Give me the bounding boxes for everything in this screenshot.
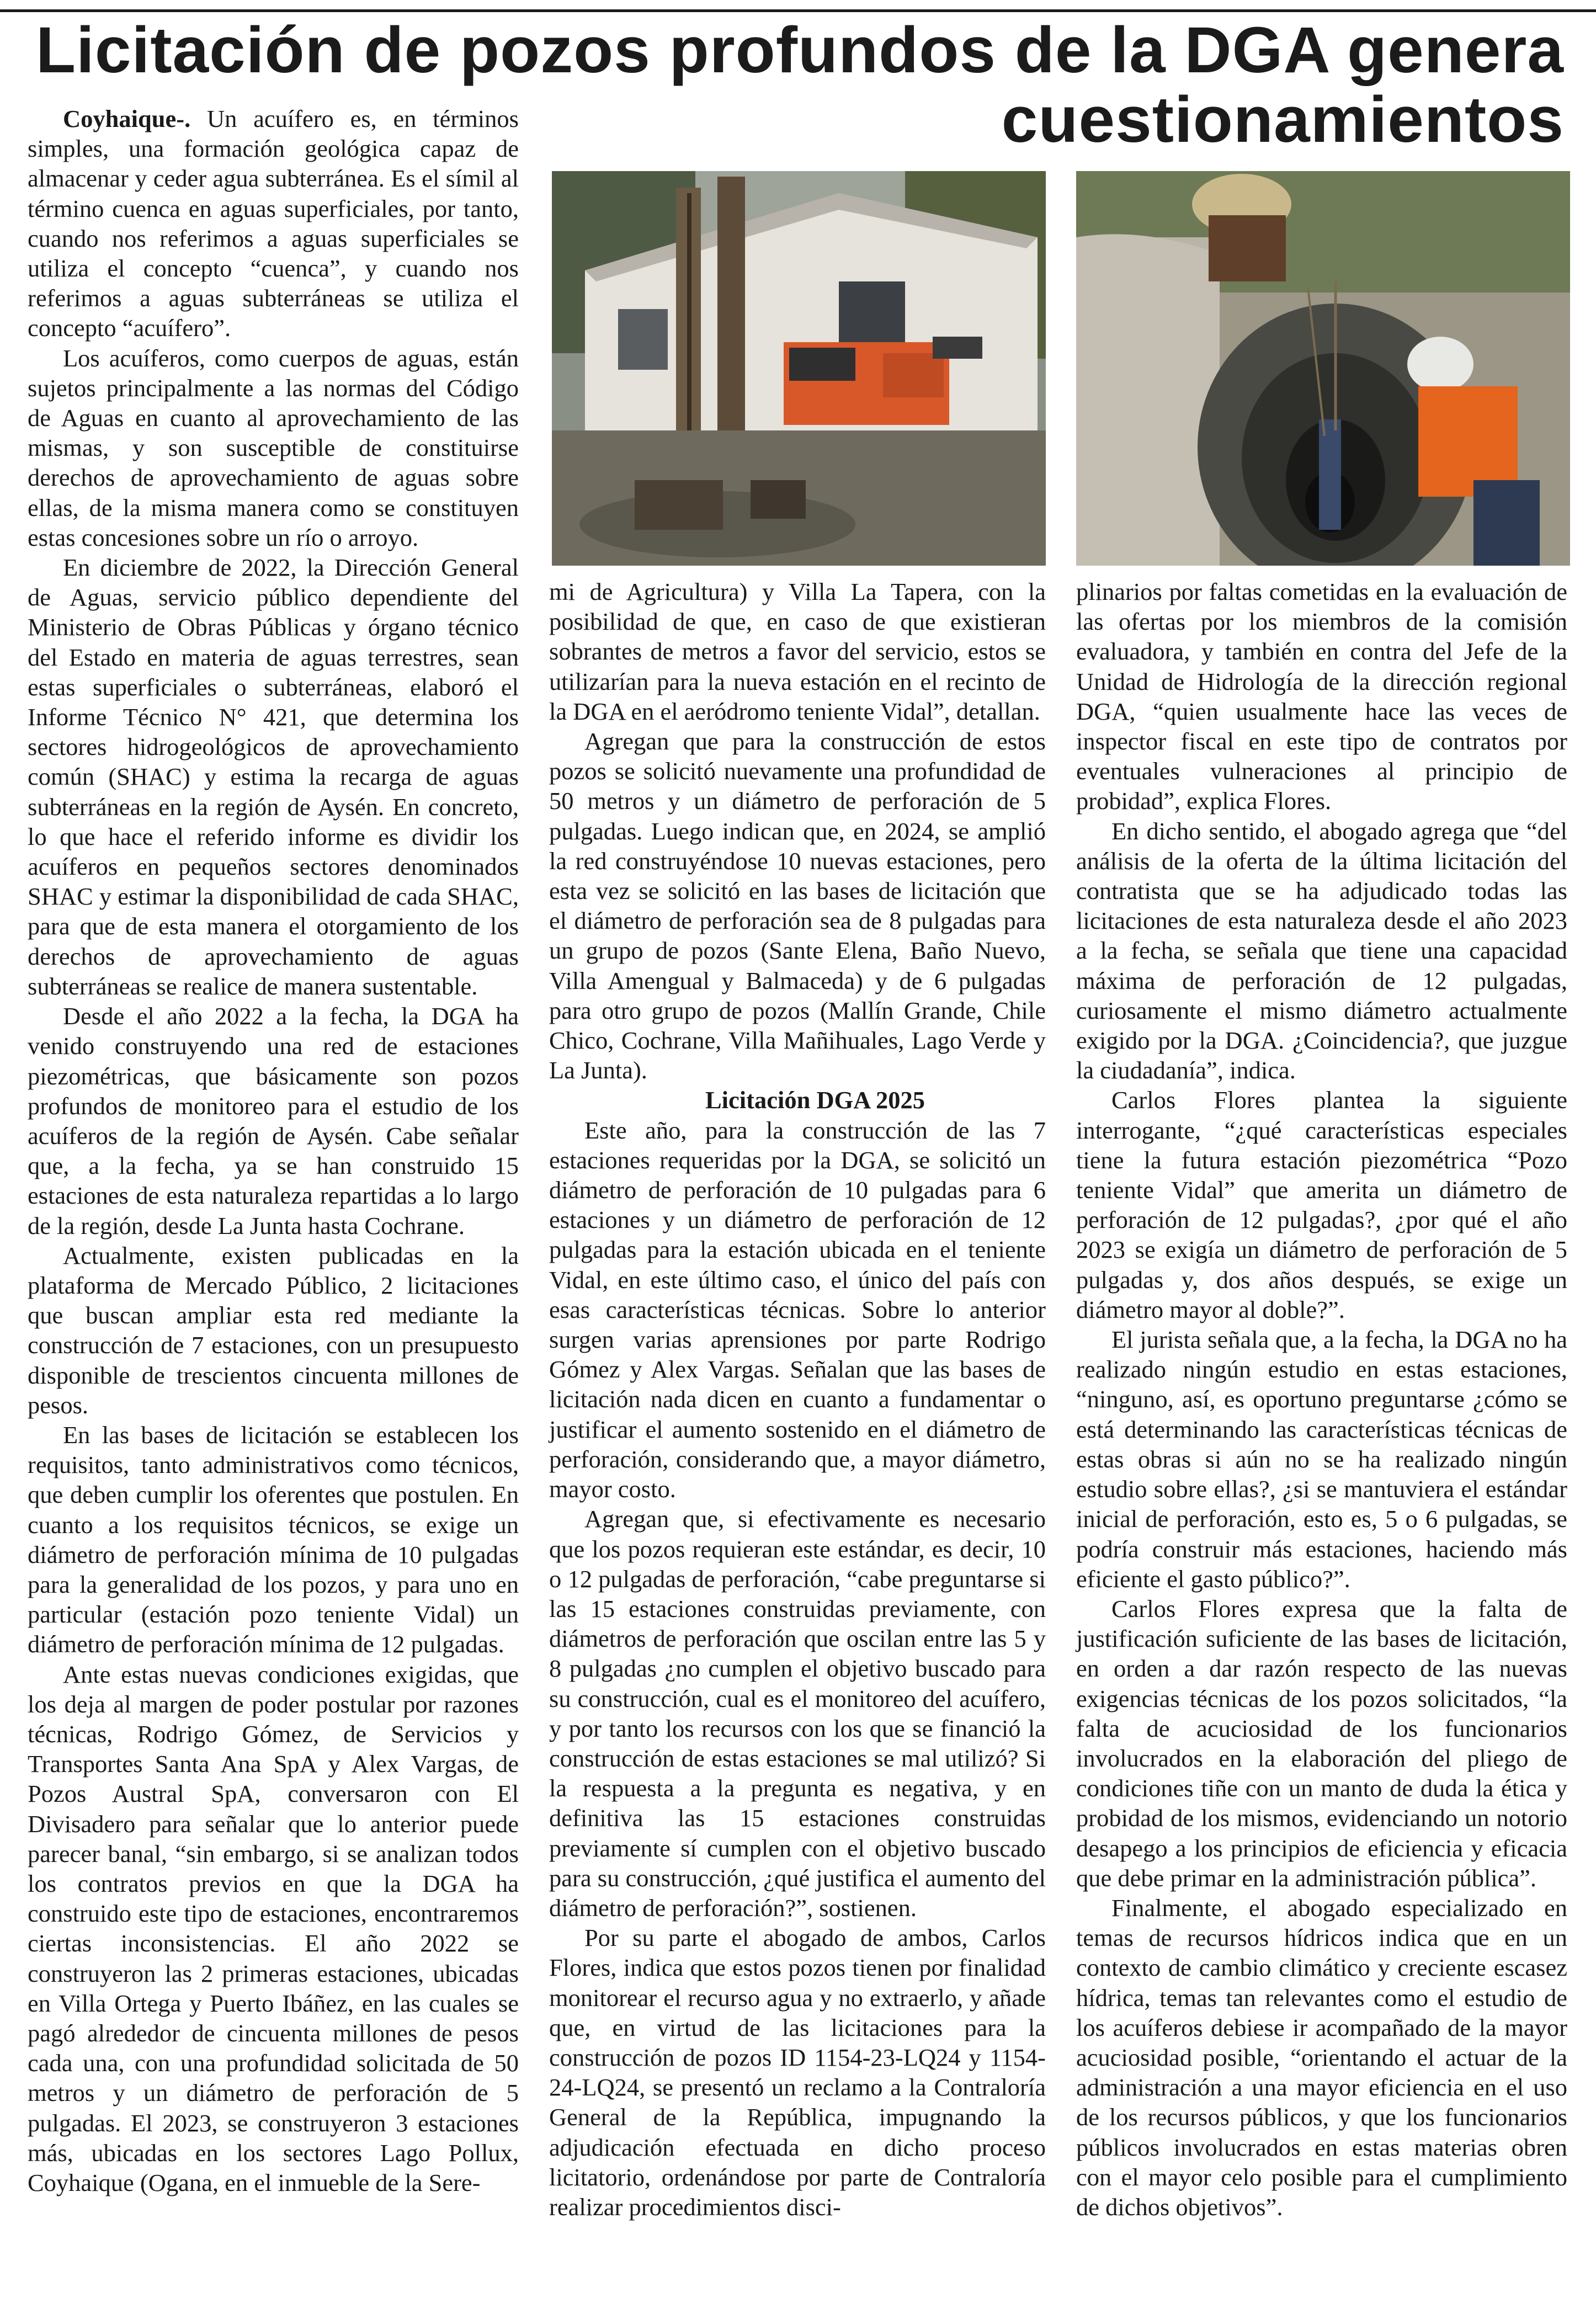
article-column-2: [549, 577, 1046, 2307]
paragraph: Por su parte el abogado de ambos, Carlos Flores, indica que estos pozos tienen por finalidad monitorear el recurso agua y no extraerlo, y añade que, en virtud de las licitaciones para la construcción de pozos ID 1154-23-LQ24 y 1154-24-LQ24, se presentó un reclamo a la Contraloría General de la República, impugnando la adjudicación efectuada en dicho proceso licitatorio, ordenándose por parte de Contraloría realizar procedimientos disci-: [549, 1924, 1046, 2221]
paragraph: Ante estas nuevas condiciones exigidas, que los deja al margen de poder postular por razones técnicas, Rodrigo Gómez, de Servicios y Transportes Santa Ana SpA y Alex Vargas, de Pozos Austral SpA, conversaron con El Divisadero para señalar que lo anterior puede parecer banal, “sin embargo, si se analizan todos los contratos previos en que la DGA ha construido este tipo de estaciones, encontraremos ciertas inconsistencias. El año 2022 se construyeron las 2 primeras estaciones, ubicadas en Villa Ortega y Puerto Ibáñez, en las cuales se pagó alrededor de cincuenta millones de pesos cada una, con una profundidad solicitada de 50 metros y un diámetro de perforación de 5 pulgadas. El 2023, se construyeron 3 estaciones más, ubicadas en los sectores Lago Pollux, Coyhaique (Ogana, en el inmueble de la Sere-: [28, 1660, 519, 2197]
well-workers-photo: [1076, 171, 1570, 566]
paragraph: En diciembre de 2022, la Dirección General de Aguas, servicio público dependiente del Ministerio de Obras Públicas y órgano técnico del Estado en materia de aguas terrestres, sean estas superficiales o subterráneas, elaboró el Informe Técnico N° 421, que determina los sectores hidrogeológicos de aprovechamiento común (SHAC) y estima la recarga de aguas subterráneas en la región de Aysén. En concreto, lo que hace el referido informe es dividir los acuíferos en pequeños sectores denominados SHAC y estimar la disponibilidad de cada SHAC, para que de esta manera el otorgamiento de los derechos de aprovechamiento de aguas subterráneas se realice de manera sustentable.: [28, 554, 519, 1000]
drilling-rig-photo: [552, 171, 1046, 566]
top-rule: [0, 0, 1596, 12]
article-headline: Licitación de pozos profundos de la DGA genera cuestionamientos: [35, 14, 1564, 156]
paragraph: Carlos Flores plantea la siguiente interrogante, “¿qué características especiales tiene la futura estación piezométrica “Pozo teniente Vidal” que amerita un diámetro de perforación de 12 pulgadas?, ¿por qué el año 2023 se exigía un diámetro de perforación de 5 pulgadas y, dos años después, se exige un diámetro mayor al doble?”.: [1076, 1086, 1567, 1323]
paragraph: Los acuíferos, como cuerpos de aguas, están sujetos principalmente a las normas del Código de Aguas en cuanto al aprovechamiento de las mismas, y son susceptible de constituirse derechos de aprovechamiento de aguas sobre ellas, de la misma manera como se constituyen estas concesiones sobre un río o arroyo.: [28, 344, 519, 551]
article-column-1: [28, 104, 519, 2306]
paragraph: Carlos Flores expresa que la falta de justificación suficiente de las bases de licitación, en orden a dar razón respecto de las nuevas exigencias técnicas de los pozos solicitados, “la falta de acuciosidad de los funcionarios involucrados en la elaboración del pliego de condiciones tiñe con un manto de duda la ética y probidad de los mismos, evidenciando un notorio desapego a los principios de eficiencia y eficacia que debe primar en la administración pública”.: [1076, 1594, 1567, 1892]
article-column-3: [1076, 577, 1567, 2307]
section-subhead: Licitación DGA 2025: [705, 1086, 925, 1114]
paragraph: Finalmente, el abogado especializado en temas de recursos hídricos indica que en un contexto de cambio climático y creciente escasez hídrica, temas tan relevantes como el estudio de los acuíferos debiese ir acompañado de la mayor acuciosidad posible, “orientando el actuar de la administración a una mayor eficiencia en el uso de los recursos públicos, y que los funcionarios públicos involucrados en estas materias obren con el mayor celo posible para el cumplimiento de dichos objetivos”.: [1076, 1893, 1567, 2221]
paragraph: En dicho sentido, el abogado agrega que “del análisis de la oferta de la última licitación del contratista que se ha adjudicado todas las licitaciones de esta naturaleza desde el año 2023 a la fecha, se señala que tiene una capacidad máxima de perforación de 12 pulgadas, curiosamente el mismo diámetro actualmente exigido por la DGA. ¿Coincidencia?, que juzgue la ciudadanía”, indica.: [1076, 817, 1567, 1084]
paragraph: Desde el año 2022 a la fecha, la DGA ha venido construyendo una red de estaciones piezométricas, que básicamente son pozos profundos de monitoreo para el estudio de los acuíferos de la región de Aysén. Cabe señalar que, a la fecha, ya se han construido 15 estaciones de esta naturaleza repartidas a lo largo de la región, desde La Junta hasta Cochrane.: [28, 1002, 519, 1239]
paragraph: En las bases de licitación se establecen los requisitos, tanto administrativos como técnicos, que deben cumplir los oferentes que postulen. En cuanto a los requisitos técnicos, se exige un diámetro de perforación mínima de 10 pulgadas para la generalidad de los pozos, y para uno en particular (estación pozo teniente Vidal) un diámetro de perforación mínima de 12 pulgadas.: [28, 1420, 519, 1658]
paragraph: Agregan que para la construcción de estos pozos se solicitó nuevamente una profundidad de 50 metros y un diámetro de perforación de 5 pulgadas. Luego indican que, en 2024, se amplió la red construyéndose 10 nuevas estaciones, pero esta vez se solicitó en las bases de licitación que el diámetro de perforación sea de 8 pulgadas para un grupo de pozos (Sante Elena, Baño Nuevo, Villa Amengual y Balmaceda) y de 6 pulgadas para otro grupo de pozos (Mallín Grande, Chile Chico, Cochrane, Villa Mañihuales, Lago Verde y La Junta).: [549, 727, 1046, 1084]
dateline: Coyhaique-.: [63, 105, 191, 132]
paragraph: El jurista señala que, a la fecha, la DGA no ha realizado ningún estudio en estas estaciones, “ninguno, así, es oportuno preguntarse ¿cómo se está determinando las características técnicas de estas obras si aún no se ha realizado ningún estudio sobre ellas?, ¿si se mantuviera el estándar inicial de perforación, esto es, 5 o 6 pulgadas, se podría construir más estaciones, haciendo más eficiente el gasto público?”.: [1076, 1326, 1567, 1593]
paragraph: mi de Agricultura) y Villa La Tapera, con la posibilidad de que, en caso de que existieran sobrantes de metros a favor del servicio, estos se utilizarían para la nueva estación en el recinto de la DGA en el aeródromo teniente Vidal”, detallan.: [549, 578, 1046, 725]
paragraph: Actualmente, existen publicadas en la plataforma de Mercado Público, 2 licitaciones que buscan ampliar esta red mediante la construcción de 7 estaciones, con un presupuesto disponible de trescientos cincuenta millones de pesos.: [28, 1241, 519, 1419]
paragraph: Este año, para la construcción de las 7 estaciones requeridas por la DGA, se solicitó un diámetro de perforación de 10 pulgadas para 6 estaciones y un diámetro de perforación de 12 pulgadas para la estación ubicada en el teniente Vidal, en este último caso, el único del país con esas características técnicas. Sobre lo anterior surgen varias aprensiones por parte Rodrigo Gómez y Alex Vargas. Señalan que las bases de licitación nada dicen en cuanto a fundamentar o justificar el aumento sostenido en el diámetro de perforación, considerando que, a mayor diámetro, mayor costo.: [549, 1116, 1046, 1503]
paragraph: Coyhaique-. Un acuífero es, en términos simples, una formación geológica capaz de almacenar y ceder agua subterránea. Es el símil al término cuenca en aguas superficiales, por tanto, cuando nos referimos a aguas superficiales se utiliza el concepto “cuenca”, y cuando nos referimos a aguas subterráneas se utiliza el concepto “acuífero”.: [28, 105, 519, 342]
paragraph: Agregan que, si efectivamente es necesario que los pozos requieran este estándar, es decir, 10 o 12 pulgadas de perforación, “cabe preguntarse si las 15 estaciones construidas previamente, con diámetros de perforación que oscilan entre las 5 y 8 pulgadas ¿no cumplen el objetivo buscado para su construcción, cual es el monitoreo del acuífero, y por tanto los recursos con los que se financió la construcción de estas estaciones se mal utilizó? Si la respuesta a la pregunta es negativa, y en definitiva las 15 estaciones construidas previamente sí cumplen con el objetivo buscado para su construcción, ¿qué justifica el aumento del diámetro de perforación?”, sostienen.: [549, 1505, 1046, 1922]
paragraph: plinarios por faltas cometidas en la evaluación de las ofertas por los miembros de la comisión evaluadora, y también en contra del Jefe de la Unidad de Hidrología de la dirección regional DGA, “quien usualmente hace las veces de inspector fiscal en este tipo de contratos por eventuales vulneraciones al principio de probidad”, explica Flores.: [1076, 578, 1567, 815]
